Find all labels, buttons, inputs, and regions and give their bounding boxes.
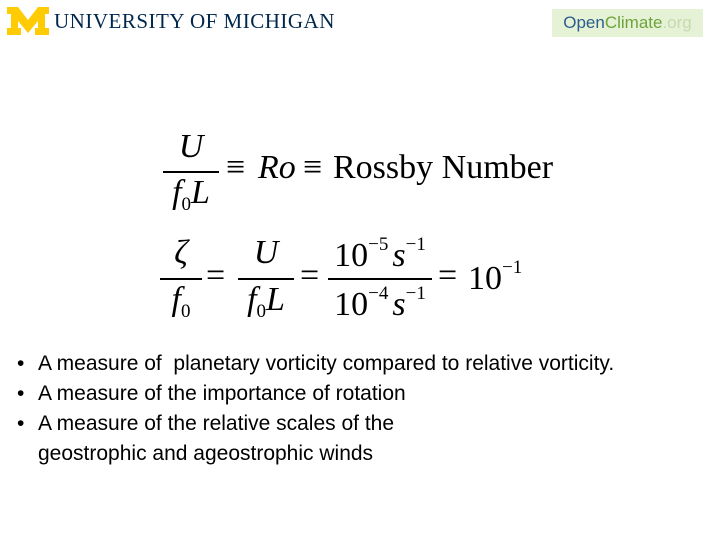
numerator-zeta: ζ: [174, 234, 188, 271]
bullet-icon: •: [17, 352, 25, 375]
u-over-f0l-fraction-2: [238, 234, 294, 326]
bullet-list: [17, 349, 717, 469]
denominator-f0l: $f_0L$: [172, 174, 210, 215]
equals-sign-2: =: [300, 257, 320, 294]
list-item-continuation: [17, 439, 717, 469]
list-item: [17, 409, 717, 439]
bullet-text: geostrophic and ageostrophic winds: [38, 442, 374, 465]
denominator-f0l: $f_0L$: [247, 281, 285, 322]
equals-sign-3: =: [438, 257, 458, 294]
fraction-bar: [328, 278, 432, 280]
ro-symbol: Ro: [258, 149, 296, 186]
bullet-text: A measure of the importance of rotation: [38, 382, 406, 405]
equiv-sign-1: ≡: [226, 149, 246, 186]
list-item: [17, 379, 717, 409]
bullet-icon: •: [17, 382, 25, 405]
list-item: [17, 349, 717, 379]
numerator-u: U: [178, 128, 204, 165]
fraction-bar: [238, 278, 294, 280]
logo-open-text: Open: [563, 13, 605, 32]
rossby-number-label: Rossby Number: [333, 149, 554, 186]
logo-org-text: .org: [662, 13, 692, 32]
equals-sign-1: =: [206, 257, 226, 294]
denominator-10e-4-s: $10^{-4}$ $s^{-1}$: [334, 283, 426, 323]
zeta-over-f0-fraction: [160, 234, 202, 326]
equiv-sign-2: ≡: [303, 149, 323, 186]
numerator-u: U: [253, 234, 279, 271]
fraction-bar: [160, 278, 202, 280]
bullet-text: A measure of the relative scales of the: [38, 412, 395, 435]
university-name: UNIVERSITY OF MICHIGAN: [54, 8, 335, 33]
denominator-f0: $f_0$: [171, 281, 191, 322]
numerator-10e-5-s: $10^{-5}$ $s^{-1}$: [334, 234, 426, 274]
result-10e-1: $10^{-1}$: [468, 257, 523, 297]
bullet-icon: •: [17, 412, 25, 435]
bullet-text: A measure of planetary vorticity compared to relative vorticity.: [38, 352, 615, 375]
logo-climate-text: Climate: [604, 13, 663, 32]
numeric-ratio-fraction: [328, 230, 432, 326]
